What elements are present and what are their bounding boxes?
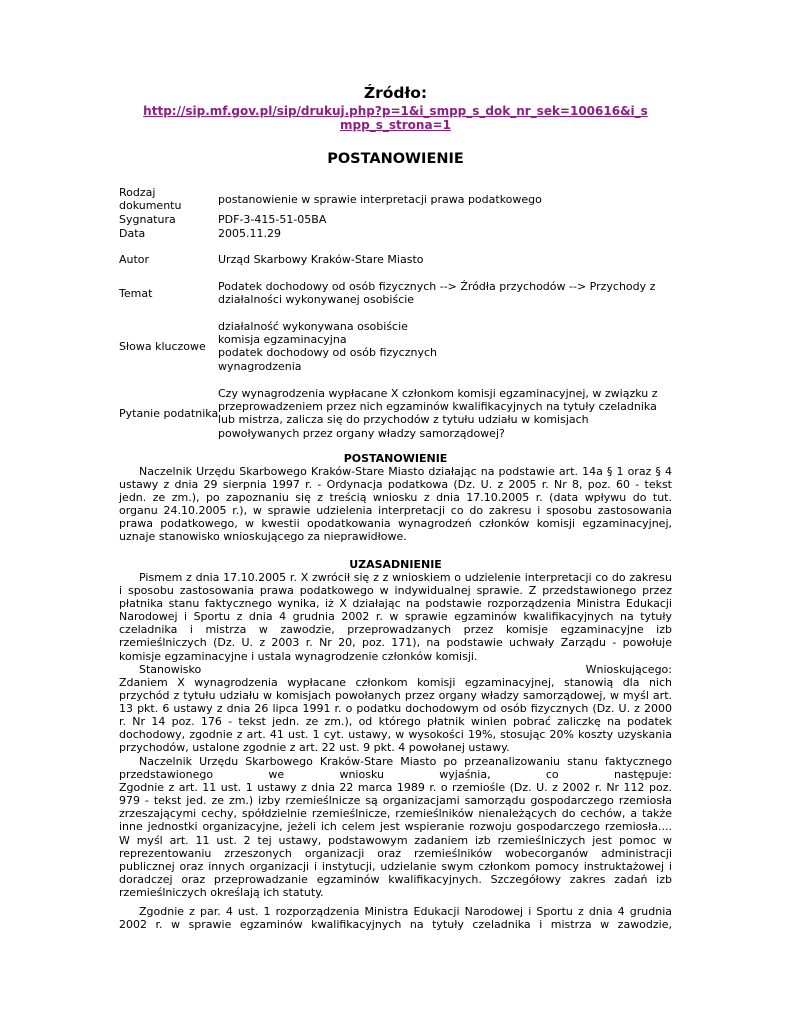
meta-label-slowa: Słowa kluczowe (119, 340, 206, 353)
stanowisko-line (119, 663, 672, 676)
text-line: reprezentowaniu zrzeszonych organizacji oraz rzemieślników wobecorganów administracji (119, 846, 672, 860)
text-line: uznaje stanowisko wnioskującego za nieprawidłowe. (119, 530, 407, 544)
question-line: Czy wynagrodzenia wypłacane X członkom komisji egzaminacyjnej, w związku z (218, 387, 658, 400)
text-line: inne jednostki organizacyjne, jeżeli ich celem jest wspieranie rozwoju gospodarczego rzemiosła.... (119, 820, 672, 834)
postanowienie-paragraph (119, 465, 672, 544)
meta-label-rodzaj-1: Rodzaj (119, 186, 156, 199)
text-line: Zgodnie z art. 11 ust. 1 ustawy z dnia 22 marca 1989 r. o rzemiośle (Dz. U. z 2002 r. Nr 112 poz. (119, 781, 672, 795)
keyword-item: komisja egzaminacyjna (218, 333, 347, 346)
text-line: W myśl art. 11 ust. 2 tej ustawy, podstawowym zadaniem izb rzemieślniczych jest pomoc w (119, 833, 672, 847)
text-line: Narodowej i Sportu z dnia 4 grudnia 2002 r. w sprawie egzaminów kwalifikacyjnych na tytuły (119, 610, 672, 624)
postanowienie-heading: POSTANOWIENIE (343, 452, 448, 465)
question-line: lub mistrza, zalicza się do przychodów z tytułu udziału w komisjach (218, 413, 589, 426)
stanowisko-label: Stanowisko (139, 663, 202, 676)
question-line: przeprowadzeniem przez nich egzaminów kwalifikacyjnych na tytuły czeladnika (218, 400, 657, 413)
meta-label-pytanie: Pytanie podatnika (119, 407, 219, 420)
meta-value-autor: Urząd Skarbowy Kraków-Stare Miasto (218, 253, 424, 266)
text-line: rzemieślniczych (Dz. U. z 2003 r. Nr 20, poz. 171), na podstawie uchwały Zarządu - powołuje (119, 636, 672, 650)
text-line: publicznej oraz innych organizacji i instytucji, udzielanie swym członkom pomocy instruktażowej i (119, 859, 672, 873)
meta-value-data: 2005.11.29 (218, 227, 281, 240)
meta-label-data: Data (119, 227, 146, 240)
text-line: i sposobu zastosowania prawa podatkowego w indywidualnej sprawie. Z przedstawionego przez (119, 584, 672, 598)
uzasadnienie-paragraph-2 (119, 676, 672, 755)
text-line: czeladnika i mistrza w zawodzie, przeprowadzanych przez komisje egzaminacyjne izb (119, 623, 672, 637)
text-line: organu 24.10.2005 r.), w sprawie udzielenia interpretacji co do zakresu i sposobu zastosowania (119, 504, 672, 518)
wnioskujacego-label: Wnioskującego: (585, 663, 672, 676)
meta-value-rodzaj: postanowienie w sprawie interpretacji prawa podatkowego (218, 193, 542, 206)
keyword-item: działalność wykonywana osobiście (218, 320, 408, 333)
source-link-line-1[interactable]: http://sip.mf.gov.pl/sip/drukuj.php?p=1&i_smpp_s_dok_nr_sek=100616&i_s (143, 104, 648, 118)
meta-label-autor: Autor (119, 253, 150, 266)
text-line: r. Nr 14 poz. 176 - tekst jedn. ze zm.), od którego płatnik winien pobrać zaliczkę na podatek (119, 715, 672, 729)
meta-value-sygnatura: PDF-3-415-51-05BA (218, 213, 327, 226)
text-line: doradczej oraz przeprowadzanie egzaminów kwalifikacyjnych. Szczegółowy zakres zadań izb (119, 872, 672, 886)
source-link-line-2[interactable]: mpp_s_strona=1 (340, 118, 451, 132)
text-line: zrzeszającymi cechy, spółdzielnie rzemieślnicze, rzemieślników nienależących do cechów, a także (119, 807, 672, 821)
uzasadnienie-paragraph-4 (119, 905, 672, 931)
text-line: 979 - tekst jed. ze zm.) izby rzemieślnicze są organizacjami samorządu gospodarczego rzemiosła (119, 794, 672, 808)
text-line: przedstawionego we wniosku wyjaśnia, co następuje: (119, 768, 672, 782)
uzasadnienie-heading: UZASADNIENIE (349, 558, 442, 571)
source-link[interactable] (110, 104, 681, 132)
text-line: płatnika stanu faktycznego wynika, iż X działając na podstawie rozporządzenia Ministra Edukacji (119, 597, 672, 611)
text-line: 13 pkt. 6 ustawy z dnia 26 lipca 1991 r. o podatku dochodowym od osób fizycznych (Dz. U. z 2000 (119, 702, 672, 716)
text-line: ustawy z dnia 29 sierpnia 1997 r. - Ordynacja podatkowa (Dz. U. z 2005 r. Nr 8, poz. 60 - tekst (119, 478, 672, 492)
meta-value-temat-2: działalności wykonywanej osobiście (218, 293, 415, 306)
keyword-item: wynagrodzenia (218, 360, 302, 373)
meta-label-rodzaj-2: dokumentu (119, 199, 182, 212)
uzasadnienie-paragraph-1 (119, 571, 672, 663)
text-line: komisje egzaminacyjne i ustala wynagrodzenie członków komisji. (119, 649, 478, 663)
text-line: rzemieślniczych określają ich statuty. (119, 885, 324, 899)
meta-label-temat: Temat (119, 287, 153, 300)
text-line: Zdaniem X wynagrodzenia wypłacane członkom komisji egzaminacyjnej, stanowią dla nich (119, 676, 672, 689)
text-line: 2002 r. w sprawie egzaminów kwalifikacyjnych na tytuły czeladnika i mistrza w zawodzie, (119, 918, 672, 932)
source-heading: Źródło: (363, 84, 428, 102)
text-line: przychód z tytułu udziału w komisjach powołanych przez organy władzy samorządowej, w myśl art. (119, 689, 672, 703)
keyword-item: podatek dochodowy od osób fizycznych (218, 346, 437, 359)
text-line: przychodów, ustalone zgodnie z art. 22 ust. 9 pkt. 4 powołanej ustawy. (119, 741, 510, 755)
text-line: prawa podatkowego, w kwestii opodatkowania wynagrodzeń członków komisji egzaminacyjnej, (119, 517, 672, 531)
text-line: dochodowy, zgodnie z art. 41 ust. 1 cyt. ustawy, w wysokości 19%, stosując 20% koszty uzyskania (119, 728, 672, 742)
question-line: powoływanych przez organy władzy samorządowej? (218, 427, 505, 440)
uzasadnienie-paragraph-3 (119, 755, 672, 899)
text-line: Zgodnie z par. 4 ust. 1 rozporządzenia Ministra Edukacji Narodowej i Sportu z dnia 4 grudnia (139, 905, 672, 918)
text-line: Naczelnik Urzędu Skarbowego Kraków-Stare Miasto po przeanalizowaniu stanu faktycznego (139, 755, 672, 768)
meta-label-sygnatura: Sygnatura (119, 213, 176, 226)
text-line: Naczelnik Urzędu Skarbowego Kraków-Stare Miasto działając na podstawie art. 14a § 1 oraz § 4 (139, 465, 672, 478)
text-line: jedn. ze zm.), po zapoznaniu się z treścią wniosku z dnia 17.10.2005 r. (data wpływu do tut. (119, 491, 672, 505)
document-title: POSTANOWIENIE (327, 151, 464, 167)
meta-value-temat-1: Podatek dochodowy od osób fizycznych --> Źródła przychodów --> Przychody z (218, 280, 656, 293)
text-line: Pismem z dnia 17.10.2005 r. X zwrócił się z z wnioskiem o udzielenie interpretacji co do zakresu (139, 571, 672, 584)
